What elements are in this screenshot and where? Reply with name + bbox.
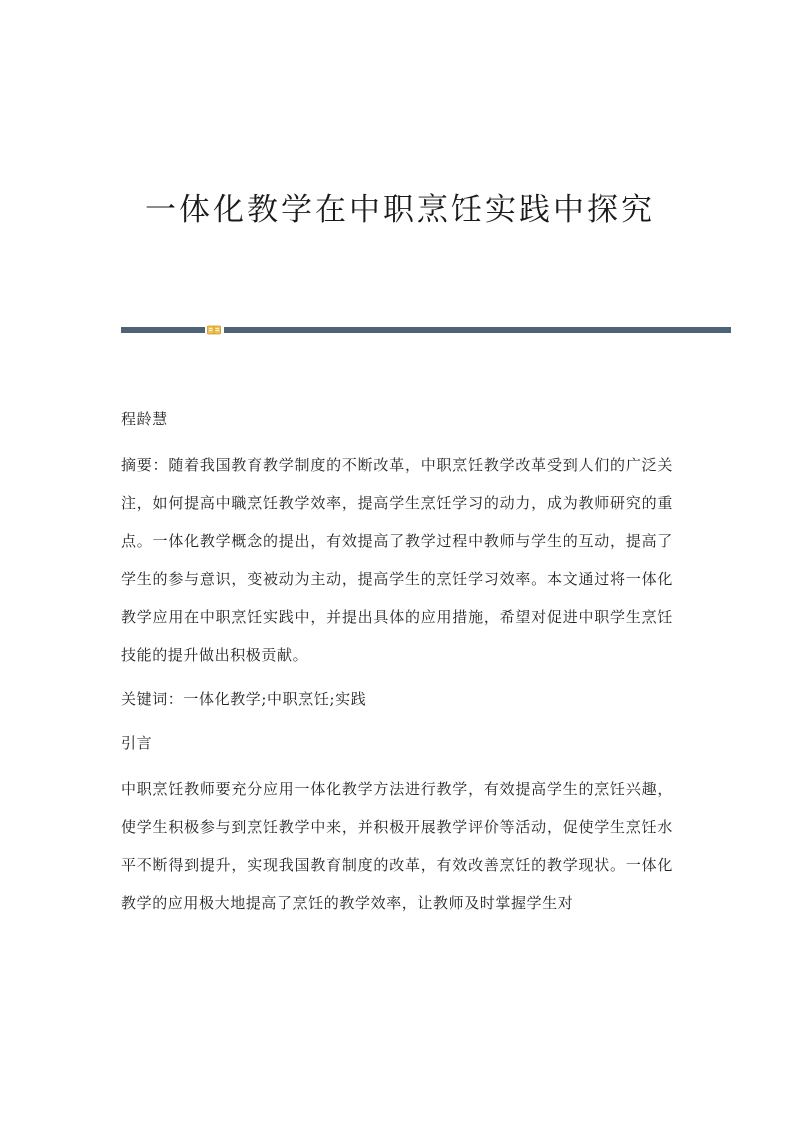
book-icon bbox=[207, 325, 221, 335]
document-body bbox=[121, 400, 673, 922]
section-heading-intro: 引言 bbox=[121, 734, 153, 752]
keywords-line: 关键词：一体化教学;中职烹饪;实践 bbox=[121, 690, 367, 708]
author-name: 程龄慧 bbox=[121, 410, 168, 428]
intro-paragraph: 中职烹饪教师要充分应用一体化教学方法进行教学，有效提高学生的烹饪兴趣，使学生积极参与到烹饪教学中来，并积极开展教学评价等活动，促使学生烹饪水平不断得到提升，实现我国教育制度的改革，有效改善烹饪的教学现状。一体化教学的应用极大地提高了烹饪的教学效率，让教师及时掌握学生对 bbox=[121, 780, 673, 912]
divider-bar-right bbox=[224, 327, 731, 333]
divider-bar-left bbox=[121, 327, 205, 333]
document-title: 一体化教学在中职烹饪实践中探究 bbox=[145, 192, 655, 228]
abstract-paragraph: 摘要：随着我国教育教学制度的不断改革，中职烹饪教学改革受到人们的广泛关注，如何提高中職烹饪教学效率，提高学生烹饪学习的动力，成为教师研究的重点。一体化教学概念的提出，有效提高了教学过程中教师与学生的互动，提高了学生的参与意识，变被动为主动，提高学生的烹饪学习效率。本文通过将一体化教学应用在中职烹饪实践中，并提出具体的应用措施，希望对促进中职学生烹饪技能的提升做出积极贡献。 bbox=[121, 456, 673, 664]
title-divider bbox=[121, 325, 731, 335]
